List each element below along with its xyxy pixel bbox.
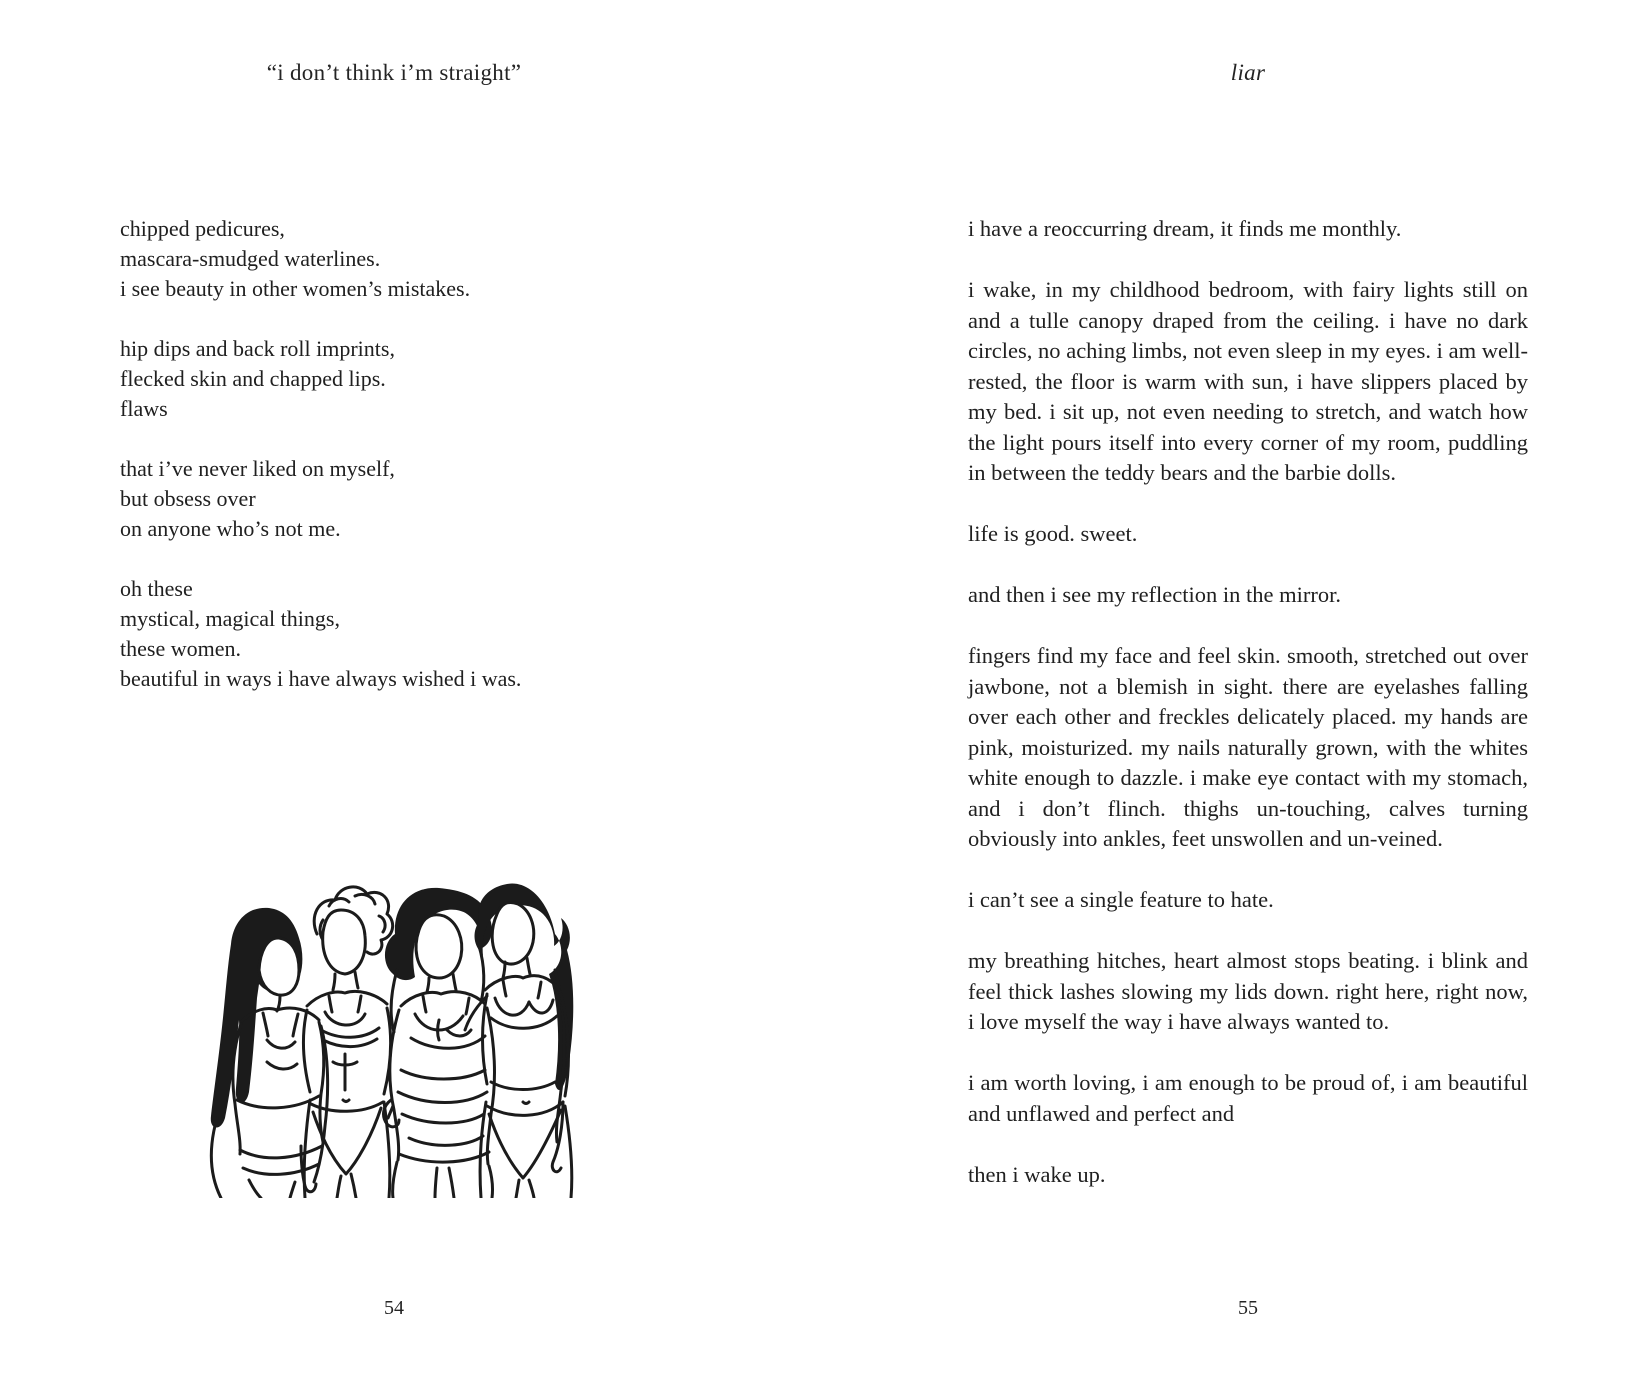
left-running-header: “i don’t think i’m straight” [266,60,522,85]
poem-stanza [120,214,700,304]
poem-line: i see beauty in other women’s mistakes. [120,276,471,301]
poem-stanza [120,574,700,694]
woman-1 [211,908,328,1198]
poem-line: flaws [120,396,168,421]
poem-line: chipped pedicures, [120,216,285,241]
poem-body [120,214,700,724]
woman-4 [465,884,573,1198]
left-page-number: 54 [384,1297,404,1319]
poem-line: oh these [120,576,193,601]
prose-paragraph: i am worth loving, i am enough to be proud of, i am beautiful and unflawed and perfect and [968,1070,1528,1126]
poem-line: hip dips and back roll imprints, [120,336,395,361]
poem-line: on anyone who’s not me. [120,516,341,541]
prose-paragraph: i wake, in my childhood bedroom, with fairy lights still on and a tulle canopy draped from the ceiling. i have no dark circles, no aching limbs, not even sleep in my eyes. i am well-rested, the floor is warm with sun, i have slippers placed by my bed. i sit up, not even needing to stretch, and watch how the light pours itself into every corner of my room, puddling in between the teddy bears and the barbie dolls. [968,277,1528,485]
prose-paragraph: my breathing hitches, heart almost stops beating. i blink and feel thick lashes slowing my lids down. right here, right now, i love myself the way i have always wanted to. [968,948,1528,1034]
right-page-number: 55 [1238,1297,1258,1319]
poem-line: beautiful in ways i have always wished i was. [120,666,522,691]
poem-line: but obsess over [120,486,256,511]
prose-paragraph: and then i see my reflection in the mirror. [968,582,1342,607]
prose-paragraph: then i wake up. [968,1161,1106,1187]
prose-paragraph: i can’t see a single feature to hate. [968,887,1274,912]
poem-line: that i’ve never liked on myself, [120,456,395,481]
poem-stanza [120,334,700,424]
prose-body [968,214,1528,1221]
prose-paragraph: fingers find my face and feel skin. smooth, stretched out over jawbone, not a blemish in sight. there are eyelashes falling over each other and freckles delicately placed. my hands are pink, moisturized. my nails naturally grown, with the whites white enough to dazzle. i make eye contact with my stomach, and i don’t flinch. thighs un-touching, calves turning obviously into ankles, feet unswollen and un-veined. [968,643,1528,851]
poem-line: these women. [120,636,241,661]
prose-paragraph: i have a reoccurring dream, it finds me monthly. [968,216,1402,241]
poem-line: mascara-smudged waterlines. [120,246,381,271]
prose-paragraph: life is good. sweet. [968,521,1138,546]
right-running-header: liar [1230,60,1266,85]
illustration-four-women [183,850,591,1198]
poem-stanza [120,454,700,544]
poem-line: flecked skin and chapped lips. [120,366,386,391]
woman-2 [303,887,392,1198]
poem-line: mystical, magical things, [120,606,340,631]
